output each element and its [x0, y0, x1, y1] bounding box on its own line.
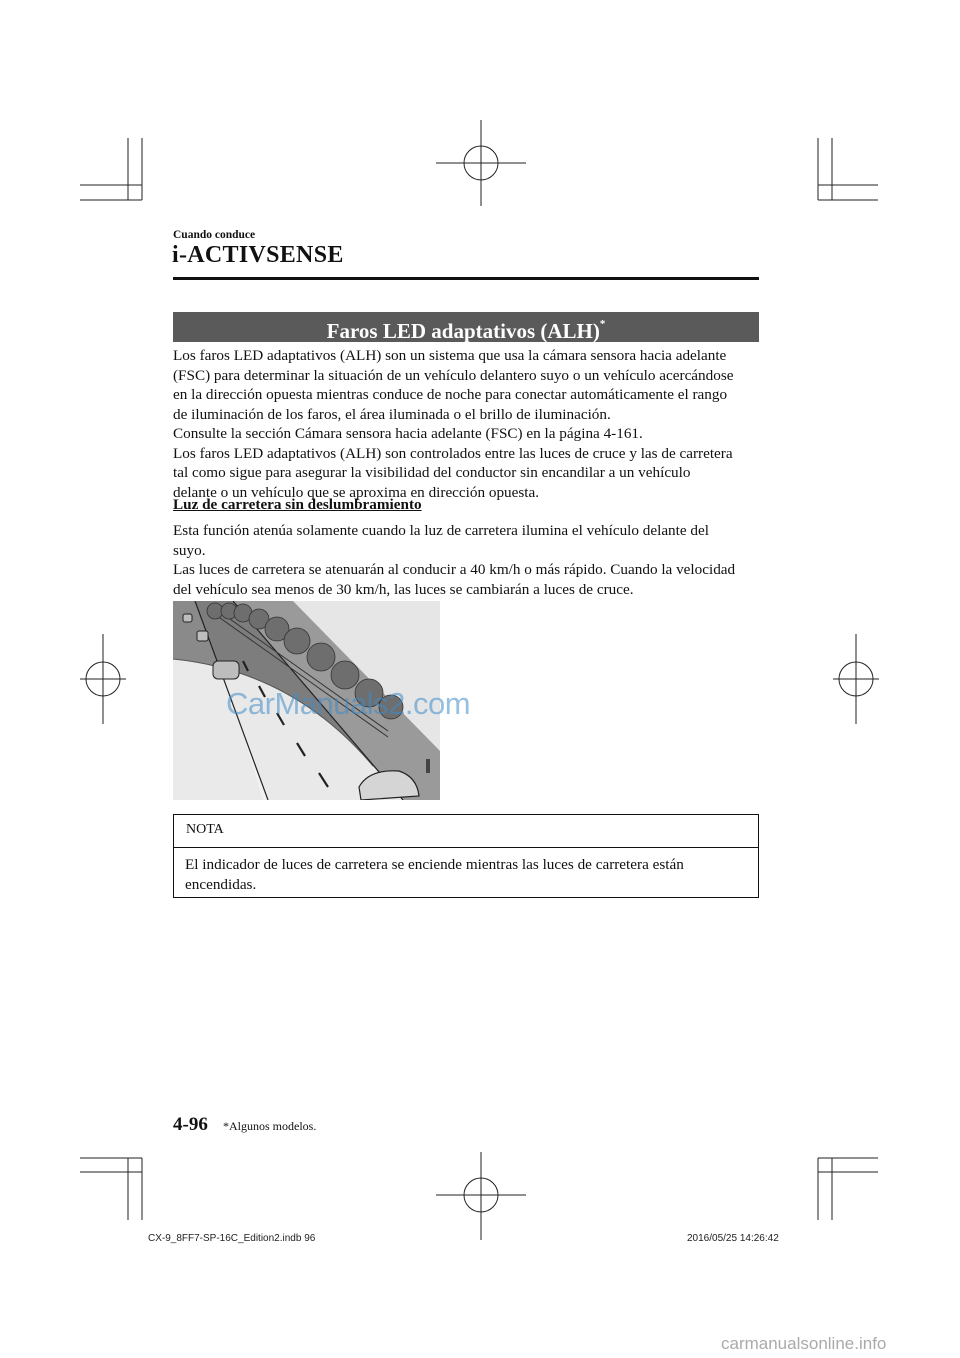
note-box [173, 814, 759, 898]
text-line: suyo. [173, 541, 206, 559]
subheading: Luz de carretera sin deslumbramiento [173, 496, 422, 513]
note-header [174, 815, 758, 848]
site-footer-mark: carmanualsonline.info [721, 1334, 887, 1353]
text-line: (FSC) para determinar la situación de un vehículo delantero suyo o un vehículo acercándose [173, 366, 734, 384]
text-line: Consulte la sección Cámara sensora hacia adelante (FSC) en la página 4-161. [173, 425, 643, 442]
text-line: Los faros LED adaptativos (ALH) son controlados entre las luces de cruce y las de carretera [173, 444, 733, 462]
text-line: Las luces de carretera se atenuarán al conducir a 40 km/h o más rápido. Cuando la velocidad [173, 561, 736, 578]
some-models-mark: * [599, 318, 606, 330]
text-line: Esta función atenúa solamente cuando la luz de carretera ilumina el vehículo delante del [173, 522, 709, 539]
text-line: El indicador de luces de carretera se enciende mientras las luces de carretera están [185, 856, 684, 873]
text-line: delante o un vehículo que se aproxima en dirección opuesta. [173, 483, 540, 501]
text-line: de iluminación de los faros, el área iluminada o el brillo de iluminación. [173, 405, 611, 423]
chapter-divider [173, 277, 759, 280]
site-watermark: CarManuals2.com [226, 686, 471, 721]
note-text [185, 855, 755, 894]
print-timestamp: 2016/05/25 14:26:42 [687, 1233, 779, 1244]
print-file-info: CX-9_8FF7-SP-16C_Edition2.indb 96 [148, 1233, 316, 1244]
note-title: NOTA [186, 822, 224, 837]
page-number: 4-96 [173, 1114, 208, 1135]
section-paragraph [173, 521, 763, 599]
text-line: tal como sigue para asegurar la visibilidad del conductor sin encandilar a un vehículo [173, 464, 691, 481]
footnote: *Algunos modelos. [223, 1119, 317, 1133]
text-line: en la dirección opuesta mientras conduce de noche para conectar automáticamente el rango [173, 386, 728, 403]
text-line: Los faros LED adaptativos (ALH) son un sistema que usa la cámara sensora hacia adelante [173, 347, 727, 364]
page-title-text: Faros LED adaptativos (ALH) [326, 319, 600, 343]
text-line: encendidas. [185, 875, 257, 893]
section-label: Cuando conduce [173, 229, 256, 241]
chapter-title: i-ACTIVSENSE [172, 242, 344, 268]
page-title [173, 312, 759, 342]
text-line: del vehículo sea menos de 30 km/h, las luces se cambiarán a luces de cruce. [173, 580, 634, 598]
intro-paragraph [173, 346, 763, 502]
